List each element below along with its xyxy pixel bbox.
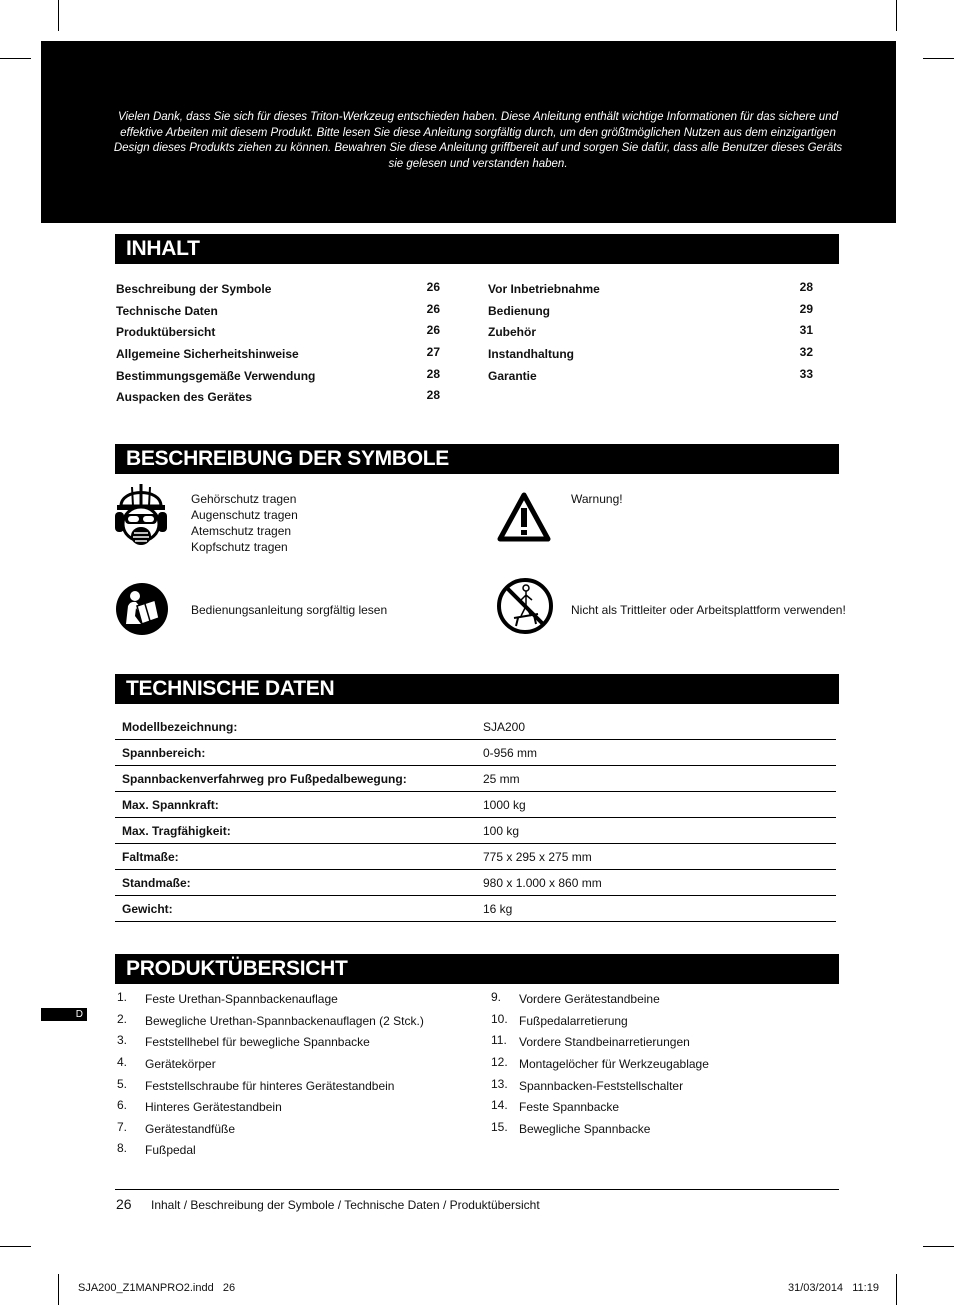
- spec-value: 16 kg: [483, 902, 513, 916]
- toc-item: Instandhaltung: [488, 347, 574, 361]
- toc-page: 32: [799, 345, 813, 359]
- spec-row: [115, 818, 836, 844]
- no-step-text: Nicht als Trittleiter oder Arbeitsplattform verwenden!: [571, 603, 846, 617]
- crop-mark: [58, 0, 59, 31]
- part-label: Spannbacken-Feststellschalter: [519, 1079, 684, 1093]
- spec-row: [115, 896, 836, 922]
- spec-label: Spannbereich:: [122, 746, 206, 760]
- part-number: 10.: [491, 1012, 508, 1026]
- spec-label: Gewicht:: [122, 902, 173, 916]
- part-label: Bewegliche Urethan-Spannbackenauflagen (2 Stck.): [145, 1014, 424, 1028]
- part-label: Feste Spannbacke: [519, 1100, 620, 1114]
- ppe-text: [191, 491, 298, 555]
- part-label: Hinteres Gerätestandbein: [145, 1100, 282, 1114]
- crop-mark: [923, 58, 954, 59]
- toc-page: 28: [799, 280, 813, 294]
- warning-text: Warnung!: [571, 492, 623, 506]
- part-number: 4.: [117, 1055, 128, 1069]
- section-title-technische-daten: TECHNISCHE DATEN: [115, 674, 839, 704]
- spec-label: Max. Tragfähigkeit:: [122, 824, 231, 838]
- spec-value: 1000 kg: [483, 798, 526, 812]
- part-label: Feststellschraube für hinteres Gerätestandbein: [145, 1079, 395, 1093]
- spec-label: Max. Spannkraft:: [122, 798, 219, 812]
- spec-value: SJA200: [483, 720, 526, 734]
- toc-item: Vor Inbetriebnahme: [488, 282, 600, 296]
- part-label: Montagelöcher für Werkzeugablage: [519, 1057, 709, 1071]
- ppe-line: Gehörschutz tragen: [191, 492, 297, 506]
- toc-page: 26: [426, 323, 440, 337]
- part-number: 7.: [117, 1120, 128, 1134]
- toc-item: Bedienung: [488, 304, 550, 318]
- section-title-symbole: BESCHREIBUNG DER SYMBOLE: [115, 444, 839, 474]
- part-number: 14.: [491, 1098, 508, 1112]
- crop-mark: [58, 1274, 59, 1305]
- ppe-line: Kopfschutz tragen: [191, 540, 288, 554]
- toc-item: Produktübersicht: [116, 325, 216, 339]
- toc-page: 26: [426, 302, 440, 316]
- spec-label: Faltmaße:: [122, 850, 179, 864]
- crop-mark: [896, 0, 897, 31]
- slug-file: SJA200_Z1MANPRO2.indd 26: [78, 1282, 236, 1294]
- part-number: 8.: [117, 1141, 128, 1155]
- spec-label: Spannbackenverfahrweg pro Fußpedalbewegung:: [122, 772, 407, 786]
- spec-row: [115, 766, 836, 792]
- part-number: 13.: [491, 1077, 508, 1091]
- spec-value: 25 mm: [483, 772, 520, 786]
- intro-text: Vielen Dank, dass Sie sich für dieses Triton-Werkzeug entschieden haben. Diese Anleitung enthält wichtige Informationen für das sichere und effektive Arbeiten mit diesem Produkt. Bitte lesen Sie diese Anleitung sorgfältig durch, um den größtmöglichen Nutzen aus dem einzigartigen Design dieses Produkts ziehen zu können. Bewahren Sie diese Anleitung griffbereit auf und sorgen Sie dafür, dass alle Benutzer dieses Geräts sie gelesen und verstanden haben.: [113, 111, 843, 171]
- toc-page: 26: [426, 280, 440, 294]
- no-step-icon: [496, 576, 554, 641]
- spec-label: Modellbezeichnung:: [122, 720, 238, 734]
- toc-page: 27: [426, 345, 440, 359]
- part-label: Bewegliche Spannbacke: [519, 1122, 651, 1136]
- spec-value: 100 kg: [483, 824, 520, 838]
- spec-row: [115, 792, 836, 818]
- toc-page: 28: [426, 388, 440, 402]
- part-number: 11.: [491, 1033, 507, 1047]
- spec-value: 980 x 1.000 x 860 mm: [483, 876, 602, 890]
- part-number: 6.: [117, 1098, 128, 1112]
- crop-mark: [0, 1246, 31, 1247]
- part-number: 5.: [117, 1077, 128, 1091]
- crop-mark: [923, 1246, 954, 1247]
- ppe-line: Augenschutz tragen: [191, 508, 298, 522]
- toc-item: Garantie: [488, 369, 537, 383]
- footer-text: Inhalt / Beschreibung der Symbole / Technische Daten / Produktübersicht: [151, 1198, 540, 1212]
- part-number: 15.: [491, 1120, 508, 1134]
- toc-page: 31: [799, 323, 813, 337]
- ppe-line: Atemschutz tragen: [191, 524, 292, 538]
- spec-row: [115, 740, 836, 766]
- part-number: 2.: [117, 1012, 128, 1026]
- section-title-produktuebersicht: PRODUKTÜBERSICHT: [115, 954, 839, 984]
- part-label: Fußpedalarretierung: [519, 1014, 628, 1028]
- toc-item: Auspacken des Gerätes: [116, 390, 253, 404]
- section-title-inhalt: INHALT: [115, 234, 839, 264]
- language-tab: D: [41, 1008, 87, 1021]
- page-number: 26: [116, 1196, 132, 1212]
- spec-label: Standmaße:: [122, 876, 191, 890]
- read-manual-icon: [115, 582, 169, 641]
- spec-value: 0-956 mm: [483, 746, 538, 760]
- footer-rule: [115, 1189, 839, 1190]
- warning-icon: [497, 491, 551, 548]
- toc-page: 29: [799, 302, 813, 316]
- spec-row: [115, 844, 836, 870]
- part-label: Vordere Gerätestandbeine: [519, 992, 660, 1006]
- spec-row: [115, 714, 836, 740]
- crop-mark: [0, 58, 31, 59]
- toc-item: Bestimmungsgemäße Verwendung: [116, 369, 316, 383]
- ppe-icon: [115, 480, 167, 553]
- part-label: Feststellhebel für bewegliche Spannbacke: [145, 1035, 370, 1049]
- part-label: Fußpedal: [145, 1143, 196, 1157]
- spec-value: 775 x 295 x 275 mm: [483, 850, 592, 864]
- toc-page: 33: [799, 367, 813, 381]
- toc-item: Allgemeine Sicherheitshinweise: [116, 347, 299, 361]
- part-label: Feste Urethan-Spannbackenauflage: [145, 992, 338, 1006]
- part-label: Vordere Standbeinarretierungen: [519, 1035, 690, 1049]
- part-number: 3.: [117, 1033, 128, 1047]
- crop-mark: [896, 1274, 897, 1305]
- part-label: Gerätestandfüße: [145, 1122, 236, 1136]
- part-number: 12.: [491, 1055, 508, 1069]
- toc-item: Beschreibung der Symbole: [116, 282, 272, 296]
- toc-page: 28: [426, 367, 440, 381]
- toc-item: Zubehör: [488, 325, 536, 339]
- part-label: Gerätekörper: [145, 1057, 216, 1071]
- part-number: 1.: [117, 990, 128, 1004]
- spec-row: [115, 870, 836, 896]
- slug-date: 31/03/2014 11:19: [788, 1282, 879, 1294]
- manual-text: Bedienungsanleitung sorgfältig lesen: [191, 603, 388, 617]
- toc-item: Technische Daten: [116, 304, 218, 318]
- part-number: 9.: [491, 990, 502, 1004]
